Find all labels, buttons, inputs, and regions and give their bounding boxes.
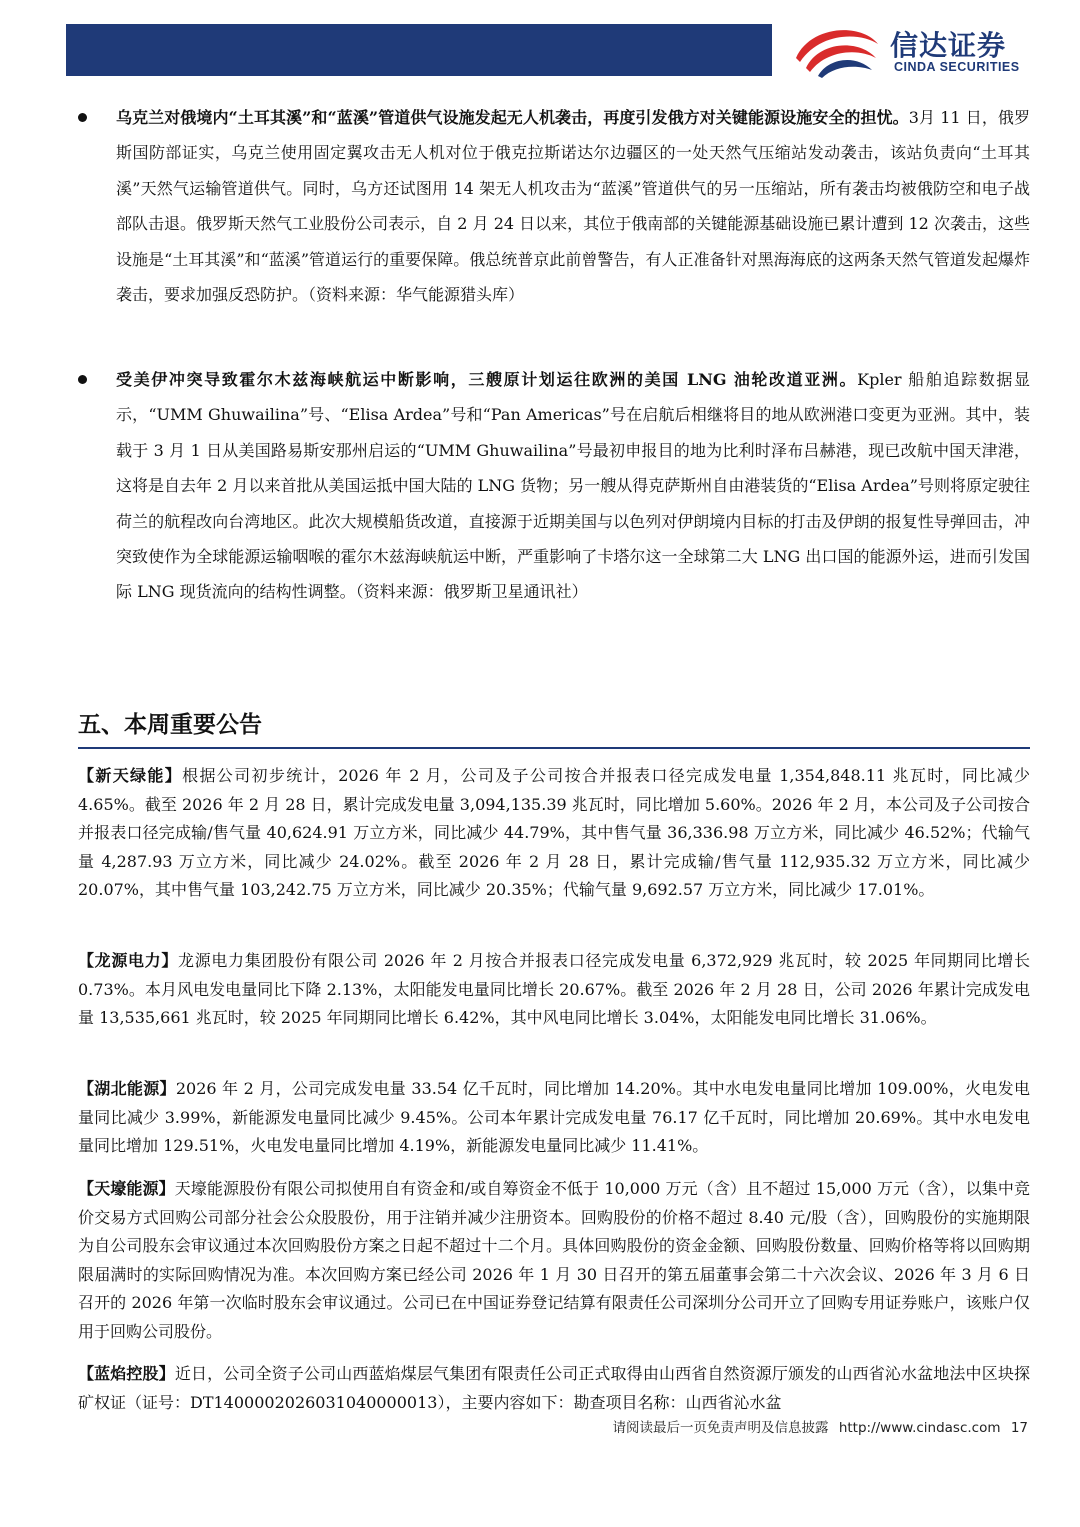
cinda-logo-icon xyxy=(790,18,886,80)
announcement-text: 龙源电力集团股份有限公司 2026 年 2 月按合并报表口径完成发电量 6,372,929 兆瓦时，较 2025 年同期同比增长 0.73%。本月风电发电量同比下降 2.13%，太阳能发电量同比增长 20.67%。截至 2026 年 2 月 28 日，公司 2026 年累计完成发电量 13,535,661 兆瓦时，较 2025 年同期同比增长 6.42%，其中风电同比增长 3.04%，太阳能发电同比增长 31.06%。 xyxy=(78,951,1030,1027)
announcement-item xyxy=(78,1360,1030,1417)
news-bullet xyxy=(78,362,1030,610)
news-body: Kpler 船舶追踪数据显示，“UMM Ghuwailina”号、“Elisa Ardea”号和“Pan Americas”号在启航后相继将目的地从欧洲港口变更为亚洲。其中，装载于 3 月 1 日从美国路易斯安那州启运的“UMM Ghuwailina”号最初申报目的地为比利时泽布吕赫港，现已改航中国天津港，这将是自去年 2 月以来首批从美国运抵中国大陆的 LNG 货物；另一艘从得克萨斯州自由港装货的“Elisa Ardea”号则将原定驶往荷兰的航程改向台湾地区。此次大规模船货改道，直接源于近期美国与以色列对伊朗境内目标的打击及伊朗的报复性导弹回击，冲突致使作为全球能源运输咽喉的霍尔木兹海峡航运中断，严重影响了卡塔尔这一全球第二大 LNG 出口国的能源外运，进而引发国际 LNG 现货流向的结构性调整。（资料来源：俄罗斯卫星通讯社） xyxy=(116,370,1030,602)
announcement-item xyxy=(78,947,1030,1033)
page-footer xyxy=(607,1416,1028,1436)
cinda-logo xyxy=(790,18,1060,80)
announcement-company: 【湖北能源】 xyxy=(78,1079,176,1098)
bullet-icon xyxy=(78,113,87,122)
news-paragraph xyxy=(116,100,1030,312)
announcement-company: 【蓝焰控股】 xyxy=(78,1364,175,1383)
announcement-company: 【新天绿能】 xyxy=(78,766,183,785)
announcement-text: 近日，公司全资子公司山西蓝焰煤层气集团有限责任公司正式取得由山西省自然资源厅颁发的山西省沁水盆地法中区块探矿权证（证号：DT1400002026031040000013），主要内容如下：勘查项目名称：山西省沁水盆 xyxy=(78,1364,1030,1412)
news-headline: 乌克兰对俄境内“土耳其溪”和“蓝溪”管道供气设施发起无人机袭击，再度引发俄方对关键能源设施安全的担忧。 xyxy=(116,108,909,127)
bullet-icon xyxy=(78,375,87,384)
brand-name-cn: 信达证券 xyxy=(890,29,1007,62)
brand-name-en: CINDA SECURITIES xyxy=(894,60,1020,74)
section-divider xyxy=(78,747,1030,749)
announcement-text: 2026 年 2 月，公司完成发电量 33.54 亿千瓦时，同比增加 14.20%。其中水电发电量同比增加 109.00%，火电发电量同比减少 3.99%，新能源发电量同比减少 9.45%。公司本年累计完成发电量 76.17 亿千瓦时，同比增加 20.69%。其中水电发电量同比增加 129.51%，火电发电量同比增加 4.19%，新能源发电量同比减少 11.41%。 xyxy=(78,1079,1030,1155)
news-paragraph xyxy=(116,362,1030,610)
footer-disclaimer[interactable]: 请阅读最后一页免责声明及信息披露 xyxy=(612,1420,829,1436)
announcement-text: 根据公司初步统计，2026 年 2 月，公司及子公司按合并报表口径完成发电量 1,354,848.11 兆瓦时，同比减少 4.65%。截至 2026 年 2 月 28 日，累计完成发电量 3,094,135.39 兆瓦时，同比增加 5.60%。2026 年 2 月，本公司及子公司按合并报表口径完成输/售气量 40,624.91 万立方米，同比减少 44.79%，其中售气量 36,336.98 万立方米，同比减少 46.52%；代输气量 4,287.93 万立方米，同比减少 24.02%。截至 2026 年 2 月 28 日，累计完成输/售气量 112,935.32 万立方米，同比减少 20.07%，其中售气量 103,242.75 万立方米，同比减少 20.35%；代输气量 9,692.57 万立方米，同比减少 17.01%。 xyxy=(78,766,1030,899)
section-title: 五、本周重要公告 xyxy=(78,712,262,738)
announcement-item xyxy=(78,1175,1030,1346)
news-headline: 受美伊冲突导致霍尔木兹海峡航运中断影响，三艘原计划运往欧洲的美国 LNG 油轮改道亚洲。 xyxy=(116,370,858,389)
footer-url[interactable]: http://www.cindasc.com xyxy=(838,1420,1001,1436)
announcement-item xyxy=(78,762,1030,905)
announcement-company: 【龙源电力】 xyxy=(78,951,179,970)
page-number: 17 xyxy=(1010,1420,1028,1436)
announcement-item xyxy=(78,1075,1030,1161)
news-bullet xyxy=(78,100,1030,312)
announcement-text: 天壕能源股份有限公司拟使用自有资金和/或自筹资金不低于 10,000 万元（含）且不超过 15,000 万元（含），以集中竞价交易方式回购公司部分社会公众股股份，用于注销并减少注册资本。回购股份的价格不超过 8.40 元/股（含），回购股份的实施期限为自公司股东会审议通过本次回购股份方案之日起不超过十二个月。具体回购股份的资金金额、回购股份数量、回购价格等将以回购期限届满时的实际回购情况为准。本次回购方案已经公司 2026 年 1 月 30 日召开的第五届董事会第二十六次会议、2026 年 3 月 6 日召开的 2026 年第一次临时股东会审议通过。公司已在中国证券登记结算有限责任公司深圳分公司开立了回购专用证券账户，该账户仅用于回购公司股份。 xyxy=(78,1179,1030,1341)
announcement-company: 【天壕能源】 xyxy=(78,1179,175,1198)
news-body: 3月 11 日，俄罗斯国防部证实，乌克兰使用固定翼攻击无人机对位于俄克拉斯诺达尔边疆区的一处天然气压缩站发动袭击，该站负责向“土耳其溪”天然气运输管道供气。同时，乌方还试图用 14 架无人机攻击为“蓝溪”管道供气的另一压缩站，所有袭击均被俄防空和电子战部队击退。俄罗斯天然气工业股份公司表示，自 2 月 24 日以来，其位于俄南部的关键能源基础设施已累计遭到 12 次袭击，这些设施是“土耳其溪”和“蓝溪”管道运行的重要保障。俄总统普京此前曾警告，有人正准备针对黑海海底的这两条天然气管道发起爆炸袭击，要求加强反恐防护。（资料来源：华气能源猎头库） xyxy=(116,108,1030,305)
header-bar xyxy=(66,24,772,76)
